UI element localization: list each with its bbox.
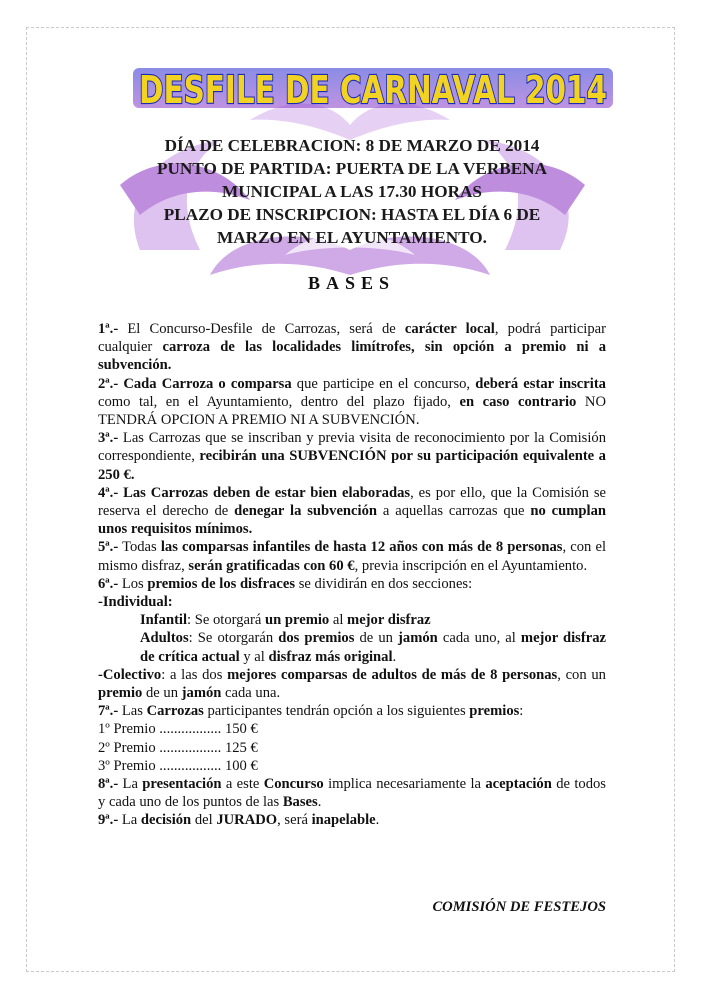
rule-number: 2ª.- [98, 375, 119, 392]
event-date: DÍA DE CELEBRACION: 8 DE MARZO DE 2014 [164, 136, 540, 155]
rule-8: 8ª.- La presentación a este Concurso implica necesariamente la aceptación de todos y cada uno de los puntos de las Bases. [98, 776, 606, 811]
rule-5: 5ª.- Todas las comparsas infantiles de hasta 12 años con más de 8 personas, con el mismo disfraz, serán gratificadas con 60 €, previa inscripción en el Ayuntamiento. [98, 539, 606, 574]
rule-6: 6ª.- Los premios de los disfraces se dividirán en dos secciones: [98, 575, 473, 592]
event-deadline-place: MARZO EN EL AYUNTAMIENTO. [217, 228, 487, 247]
carroza-prize-2: 2º Premio ................. 125 € [98, 739, 258, 756]
rule-number: 1ª.- [98, 321, 119, 337]
carroza-prize-1: 1º Premio ................. 150 € [98, 721, 258, 738]
rule-3: 3ª.- Las Carrozas que se inscriban y previa visita de reconocimiento por la Comisión correspondiente, recibirán una SUBVENCIÓN por su participación equivalente a 250 €. [98, 430, 606, 483]
event-details [110, 134, 594, 249]
rule-number: 3ª.- [98, 430, 119, 447]
rule-number: 9ª.- [98, 812, 119, 829]
rule-number: 6ª.- [98, 575, 119, 592]
signature: COMISIÓN DE FESTEJOS [432, 899, 606, 915]
rule-number: 8ª.- [98, 776, 119, 793]
bases-heading: BASES [307, 273, 396, 293]
event-start-time: MUNICIPAL A LAS 17.30 HORAS [222, 182, 482, 201]
prize-infantil: Infantil: Se otorgará un premio al mejor disfraz [140, 612, 431, 629]
event-start-point: PUNTO DE PARTIDA: PUERTA DE LA VERBENA [156, 159, 547, 178]
rule-2: 2ª.- Cada Carroza o comparsa que participe en el concurso, deberá estar inscrita como tal, en el Ayuntamiento, dentro del plazo fijado, en caso contrario NO TENDRÁ OPCION A PREMIO NI A SUBVENCIÓN. [98, 375, 606, 429]
rule-number: 4ª.- [98, 484, 119, 501]
prize-colectivo: -Colectivo: a las dos mejores comparsas de adultos de más de 8 personas, con un premio de un jamón cada una. [98, 666, 606, 702]
rule-number: 5ª.- [98, 539, 119, 556]
banner-title: DESFILE DE CARNAVAL 2014 [139, 68, 607, 112]
event-deadline: PLAZO DE INSCRIPCION: HASTA EL DÍA 6 DE [163, 205, 541, 224]
rule-9: 9ª.- La decisión del JURADO, será inapelable. [98, 812, 380, 829]
carroza-prize-3: 3º Premio ................. 100 € [98, 757, 258, 774]
rule-4: 4ª.- Las Carrozas deben de estar bien elaboradas, es por ello, que la Comisión se reserva el derecho de denegar la subvención a aquellas carrozas que no cumplan unos requisitos mínimos. [98, 484, 606, 538]
prize-adultos: Adultos: Se otorgarán dos premios de un jamón cada uno, al mejor disfraz de crítica actual y al disfraz más original. [140, 630, 606, 665]
rule-number: 7ª.- [98, 703, 119, 720]
carnival-banner [133, 62, 613, 114]
rules-list [98, 320, 606, 830]
rule-1: 1ª.- El Concurso-Desfile de Carrozas, será de carácter local, podrá participar cualquier carroza de las localidades limítrofes, sin opción a premio ni a subvención. [98, 321, 606, 374]
individual-section-heading: -Individual: [98, 594, 173, 611]
rule-7: 7ª.- Las Carrozas participantes tendrán opción a los siguientes premios: [98, 703, 524, 720]
